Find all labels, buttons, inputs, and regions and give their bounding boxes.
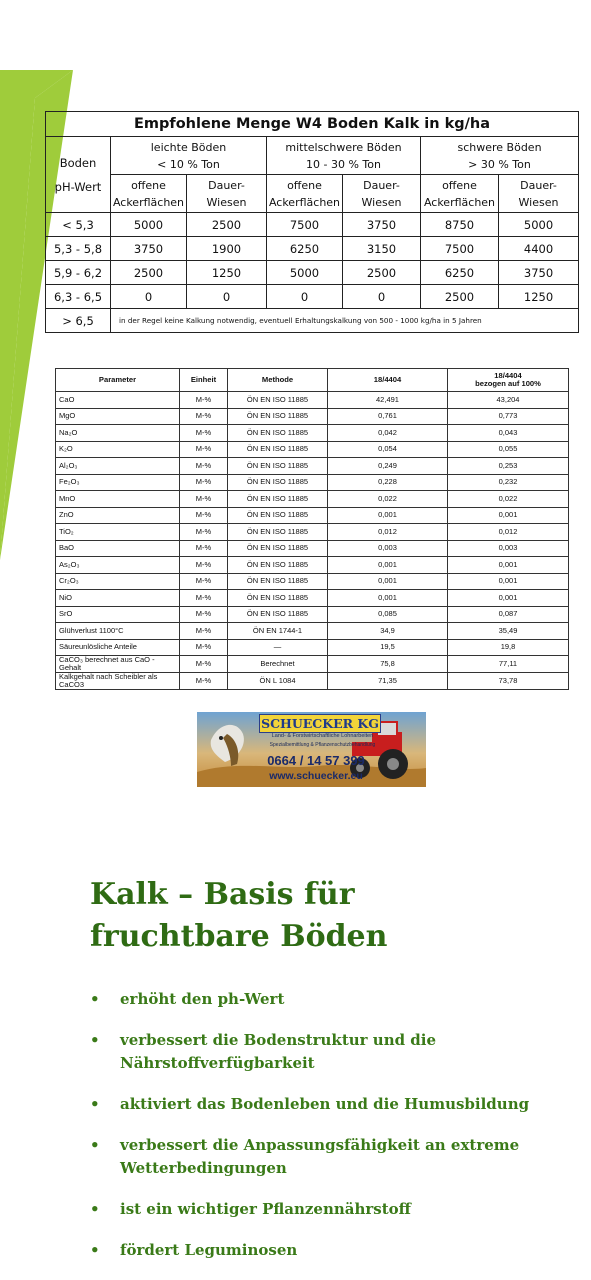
unit-cell: M-% — [180, 408, 228, 425]
bullet-text-continued: Wetterbedingungen — [120, 1159, 287, 1177]
value-cell: 5000 — [499, 213, 579, 237]
value-cell: 3750 — [343, 213, 421, 237]
value-cell: 34,9 — [328, 623, 448, 640]
boden-ph-header — [46, 137, 111, 213]
bullet-text: aktiviert das Bodenleben und die Humusbildung — [120, 1095, 530, 1113]
unit-cell: M-% — [180, 441, 228, 458]
value-cell: 0 — [111, 285, 187, 309]
parameter-cell: K₂O — [56, 441, 180, 458]
header-unit: Einheit — [180, 369, 228, 392]
unit-cell: M-% — [180, 590, 228, 607]
normalized-value-cell: 0,043 — [448, 425, 569, 442]
value-cell: 1250 — [187, 261, 267, 285]
table-row — [46, 237, 579, 261]
method-cell: ÖN EN ISO 11885 — [228, 590, 328, 607]
col-header-field — [267, 175, 343, 213]
bullet-text: fördert Leguminosen — [120, 1241, 298, 1259]
unit-cell: M-% — [180, 573, 228, 590]
normalized-value-cell: 0,012 — [448, 524, 569, 541]
value-cell: 2500 — [421, 285, 499, 309]
value-cell: 19,5 — [328, 639, 448, 656]
value-cell: 4400 — [499, 237, 579, 261]
method-cell: ÖN EN ISO 11885 — [228, 458, 328, 475]
value-cell: 3750 — [111, 237, 187, 261]
unit-cell: M-% — [180, 458, 228, 475]
table-row — [56, 507, 569, 524]
bullet-icon: • — [90, 1136, 100, 1154]
group-header-heavy — [421, 137, 579, 175]
group-sub: > 30 % Ton — [468, 157, 531, 171]
bullet-text-continued: Nährstoffverfügbarkeit — [120, 1054, 315, 1072]
value-cell: 0,012 — [328, 524, 448, 541]
parameter-cell: TiO₂ — [56, 524, 180, 541]
bullet-text: erhöht den ph-Wert — [120, 990, 285, 1008]
normalized-value-cell: 0,001 — [448, 507, 569, 524]
normalized-value-cell: 0,087 — [448, 606, 569, 623]
normalized-value-cell: 0,773 — [448, 408, 569, 425]
value-cell: 5000 — [111, 213, 187, 237]
unit-cell: M-% — [180, 623, 228, 640]
normalized-value-cell: 0,001 — [448, 573, 569, 590]
normalized-value-cell: 0,253 — [448, 458, 569, 475]
normalized-value-cell: 0,003 — [448, 540, 569, 557]
col-b2: Wiesen — [361, 195, 402, 209]
normalized-value-cell: 77,11 — [448, 656, 569, 673]
value-cell: 8750 — [421, 213, 499, 237]
normalized-value-cell: 0,232 — [448, 474, 569, 491]
method-cell: ÖN EN ISO 11885 — [228, 524, 328, 541]
col-b2: Wiesen — [518, 195, 559, 209]
method-cell: ÖN EN ISO 11885 — [228, 392, 328, 409]
value-cell: 71,35 — [328, 673, 448, 690]
col-header-field — [421, 175, 499, 213]
bullet-icon: • — [90, 1031, 100, 1049]
header-normalized-label: bezogen auf 100% — [475, 379, 541, 388]
section-heading — [90, 874, 550, 958]
value-cell: 0,228 — [328, 474, 448, 491]
list-item — [90, 1198, 560, 1221]
header-sample-normalized — [448, 369, 569, 392]
unit-cell: M-% — [180, 639, 228, 656]
header-sample-id: 18/4404 — [494, 371, 522, 380]
company-name: SCHUECKER KG — [259, 714, 381, 733]
col-a2: Ackerflächen — [112, 195, 185, 209]
ph-cell: 5,3 - 5,8 — [46, 237, 111, 261]
lime-recommendation-table — [45, 111, 579, 333]
unit-cell: M-% — [180, 540, 228, 557]
table-row — [56, 458, 569, 475]
parameter-cell: As₂O₃ — [56, 557, 180, 574]
normalized-value-cell: 0,022 — [448, 491, 569, 508]
group-sub: 10 - 30 % Ton — [306, 157, 381, 171]
unit-cell: M-% — [180, 557, 228, 574]
value-cell: 0,054 — [328, 441, 448, 458]
method-cell: — — [228, 639, 328, 656]
value-cell: 3750 — [499, 261, 579, 285]
col-header-meadow — [343, 175, 421, 213]
parameter-cell: MgO — [56, 408, 180, 425]
value-cell: 3150 — [343, 237, 421, 261]
col-a1: offene — [131, 178, 166, 192]
value-cell: 0,085 — [328, 606, 448, 623]
col-a2: Ackerflächen — [423, 195, 496, 209]
value-cell: 0,001 — [328, 557, 448, 574]
value-cell: 5000 — [267, 261, 343, 285]
table-row — [56, 392, 569, 409]
col-header-meadow — [499, 175, 579, 213]
table-row — [56, 606, 569, 623]
group-header-medium — [267, 137, 421, 175]
group-sub: < 10 % Ton — [157, 157, 220, 171]
method-cell: ÖN EN ISO 11885 — [228, 540, 328, 557]
method-cell: Berechnet — [228, 656, 328, 673]
table-row — [56, 441, 569, 458]
bullet-text: verbessert die Anpassungsfähigkeit an extreme — [120, 1136, 520, 1154]
table-row — [46, 261, 579, 285]
value-cell: 2500 — [343, 261, 421, 285]
list-item — [90, 1093, 560, 1116]
parameter-cell: Cr₂O₃ — [56, 573, 180, 590]
lime-table-title: Empfohlene Menge W4 Boden Kalk in kg/ha — [46, 112, 579, 137]
unit-cell: M-% — [180, 524, 228, 541]
company-phone: 0664 / 14 57 399 — [267, 753, 365, 768]
table-row — [56, 639, 569, 656]
table-row — [56, 590, 569, 607]
ph-cell: 6,3 - 6,5 — [46, 285, 111, 309]
company-tagline: Land- & Forstwirtschaftliche Lohnarbeiten — [271, 733, 374, 739]
method-cell: ÖN EN ISO 11885 — [228, 573, 328, 590]
normalized-value-cell: 73,78 — [448, 673, 569, 690]
list-item — [90, 1029, 560, 1075]
parameter-cell: SrO — [56, 606, 180, 623]
parameter-cell: CaO — [56, 392, 180, 409]
note-cell: in der Regel keine Kalkung notwendig, eventuell Erhaltungskalkung von 500 - 1000 kg/ha in 5 Jahren — [111, 309, 579, 333]
company-logo — [197, 712, 426, 787]
unit-cell: M-% — [180, 656, 228, 673]
method-cell: ÖN EN ISO 11885 — [228, 557, 328, 574]
group-name: leichte Böden — [150, 140, 227, 154]
method-cell: ÖN EN ISO 11885 — [228, 441, 328, 458]
list-item — [90, 1134, 560, 1180]
value-cell: 2500 — [111, 261, 187, 285]
normalized-value-cell: 0,001 — [448, 557, 569, 574]
normalized-value-cell: 43,204 — [448, 392, 569, 409]
parameter-cell: Glühverlust 1100°C — [56, 623, 180, 640]
parameter-cell: Fe₂O₃ — [56, 474, 180, 491]
normalized-value-cell: 0,055 — [448, 441, 569, 458]
value-cell: 42,491 — [328, 392, 448, 409]
header-parameter: Parameter — [56, 369, 180, 392]
header-method: Methode — [228, 369, 328, 392]
bullet-icon: • — [90, 1241, 100, 1259]
group-header-light — [111, 137, 267, 175]
value-cell: 0,001 — [328, 573, 448, 590]
normalized-value-cell: 19,8 — [448, 639, 569, 656]
ph-cell: 5,9 - 6,2 — [46, 261, 111, 285]
value-cell: 6250 — [267, 237, 343, 261]
value-cell: 6250 — [421, 261, 499, 285]
list-item — [90, 988, 560, 1011]
col-b1: Dauer- — [520, 178, 557, 192]
bullet-icon: • — [90, 1095, 100, 1113]
value-cell: 7500 — [267, 213, 343, 237]
parameter-cell: Al₂O₃ — [56, 458, 180, 475]
table-row — [56, 408, 569, 425]
normalized-value-cell: 35,49 — [448, 623, 569, 640]
unit-cell: M-% — [180, 606, 228, 623]
parameter-cell: BaO — [56, 540, 180, 557]
value-cell: 0,042 — [328, 425, 448, 442]
value-cell: 0,001 — [328, 590, 448, 607]
value-cell: 1900 — [187, 237, 267, 261]
company-tagline-2: Spezialbemittlung & Pflanzenschutzbehandlung — [269, 742, 376, 748]
table-row — [46, 213, 579, 237]
method-cell: ÖN EN 1744-1 — [228, 623, 328, 640]
bullet-icon: • — [90, 1200, 100, 1218]
ph-cell: < 5,3 — [46, 213, 111, 237]
parameter-cell: Kalkgehalt nach Scheibler als CaCO3 — [56, 673, 180, 690]
table-row — [56, 623, 569, 640]
col-b2: Wiesen — [206, 195, 247, 209]
bullet-icon: • — [90, 990, 100, 1008]
unit-cell: M-% — [180, 491, 228, 508]
method-cell: ÖN EN ISO 11885 — [228, 408, 328, 425]
col-a1: offene — [442, 178, 477, 192]
value-cell: 7500 — [421, 237, 499, 261]
method-cell: ÖN EN ISO 11885 — [228, 474, 328, 491]
ph-cell: > 6,5 — [46, 309, 111, 333]
ph-label: pH-Wert — [54, 179, 102, 194]
value-cell: 0,249 — [328, 458, 448, 475]
col-b1: Dauer- — [208, 178, 245, 192]
company-website: www.schuecker.eu — [269, 770, 363, 782]
table-row — [56, 656, 569, 673]
value-cell: 0,761 — [328, 408, 448, 425]
header-sample: 18/4404 — [328, 369, 448, 392]
parameter-cell: NiO — [56, 590, 180, 607]
table-row — [56, 573, 569, 590]
heading-line-1: Kalk – Basis für — [90, 877, 355, 912]
method-cell: ÖN EN ISO 11885 — [228, 606, 328, 623]
value-cell: 0,001 — [328, 507, 448, 524]
col-a2: Ackerflächen — [268, 195, 341, 209]
col-header-field — [111, 175, 187, 213]
table-row — [56, 474, 569, 491]
parameter-cell: ZnO — [56, 507, 180, 524]
value-cell: 0 — [187, 285, 267, 309]
col-a1: offene — [287, 178, 322, 192]
parameter-cell: CaCO₃ berechnet aus CaO - Gehalt — [56, 656, 180, 673]
method-cell: ÖN EN ISO 11885 — [228, 491, 328, 508]
unit-cell: M-% — [180, 474, 228, 491]
value-cell: 0 — [343, 285, 421, 309]
value-cell: 75,8 — [328, 656, 448, 673]
table-row — [56, 673, 569, 690]
table-row — [46, 309, 579, 333]
unit-cell: M-% — [180, 507, 228, 524]
method-cell: ÖN EN ISO 11885 — [228, 507, 328, 524]
table-row — [56, 557, 569, 574]
parameter-cell: Säureunlösliche Anteile — [56, 639, 180, 656]
value-cell: 2500 — [187, 213, 267, 237]
table-row — [56, 524, 569, 541]
group-name: mittelschwere Böden — [285, 140, 402, 154]
col-header-meadow — [187, 175, 267, 213]
group-name: schwere Böden — [457, 140, 542, 154]
bullet-text: ist ein wichtiger Pflanzennährstoff — [120, 1200, 411, 1218]
parameter-cell: MnO — [56, 491, 180, 508]
parameter-cell: Na₂O — [56, 425, 180, 442]
table-row — [56, 491, 569, 508]
col-b1: Dauer- — [363, 178, 400, 192]
analysis-table — [55, 368, 569, 690]
normalized-value-cell: 0,001 — [448, 590, 569, 607]
unit-cell: M-% — [180, 673, 228, 690]
list-item — [90, 1239, 560, 1262]
heading-line-2: fruchtbare Böden — [90, 919, 388, 954]
value-cell: 1250 — [499, 285, 579, 309]
value-cell: 0,022 — [328, 491, 448, 508]
table-row — [56, 425, 569, 442]
value-cell: 0,003 — [328, 540, 448, 557]
unit-cell: M-% — [180, 392, 228, 409]
bullet-text: verbessert die Bodenstruktur und die — [120, 1031, 437, 1049]
benefits-list — [90, 988, 560, 1280]
table-row — [56, 540, 569, 557]
method-cell: ÖN EN ISO 11885 — [228, 425, 328, 442]
unit-cell: M-% — [180, 425, 228, 442]
boden-label: Boden — [59, 155, 97, 170]
table-row — [46, 285, 579, 309]
method-cell: ÖN L 1084 — [228, 673, 328, 690]
value-cell: 0 — [267, 285, 343, 309]
